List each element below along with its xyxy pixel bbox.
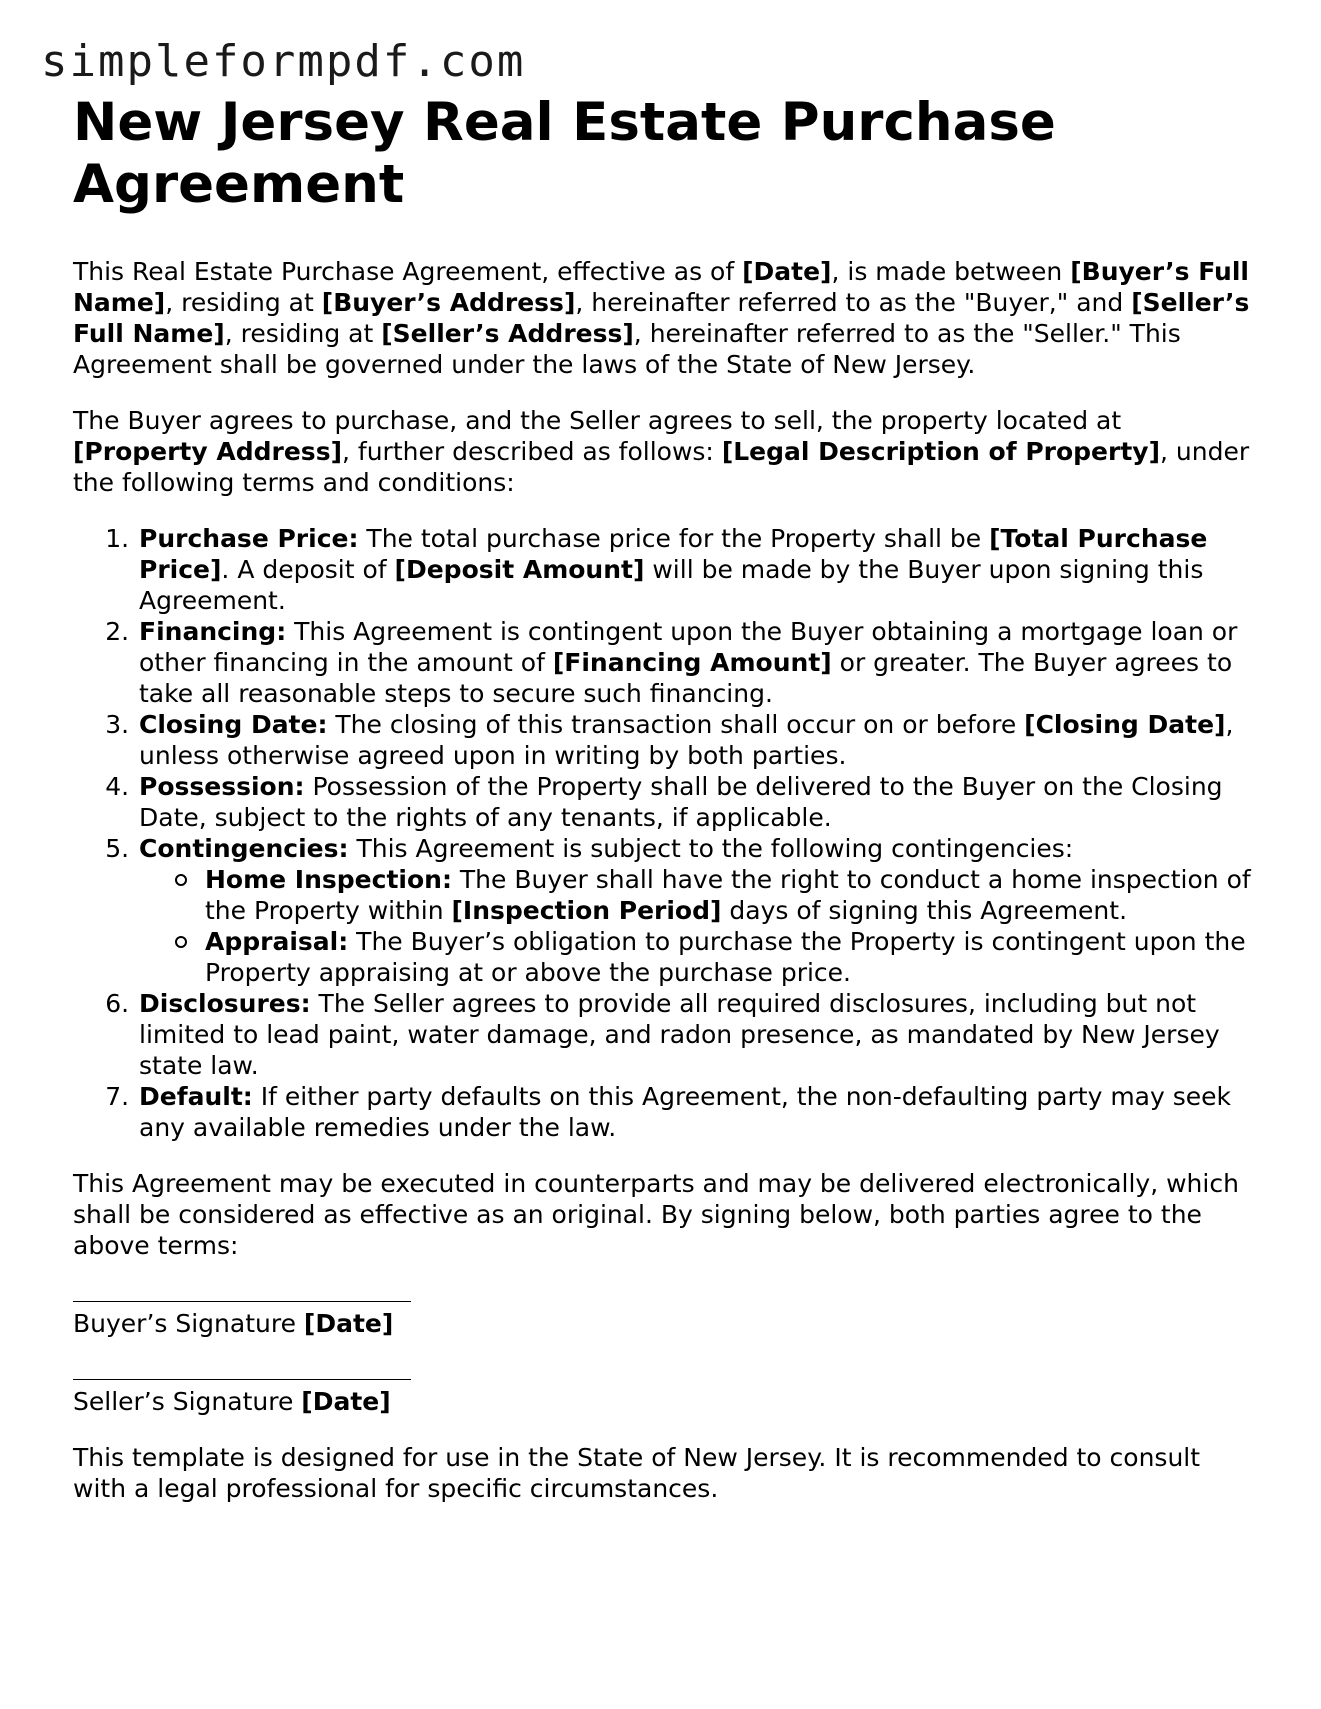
- closing-paragraph: This Agreement may be executed in counterparts and may be delivered electronically, which shall be considered as effective as an original. By signing below, both parties agree to the above terms:: [73, 1169, 1239, 1260]
- contingency-appraisal: Appraisal: The Buyer’s obligation to purchase the Property is contingent upon the Property appraising at or above the purchase price.: [205, 926, 1253, 988]
- buyer-address-placeholder: [Buyer’s Address]: [321, 288, 576, 317]
- footer-note: This template is designed for use in the State of New Jersey. It is recommended to consult with a legal professional for specific circumstances.: [73, 1443, 1201, 1503]
- inspection-period-placeholder: [Inspection Period]: [451, 896, 722, 925]
- contingencies-list: [139, 864, 1253, 988]
- term-disclosures: 6. Disclosures: The Seller agrees to provide all required disclosures, including but not limited to lead paint, water damage, and radon presence, as mandated by New Jersey state law.: [137, 988, 1253, 1081]
- term-closing-date: 3. Closing Date: The closing of this transaction shall occur on or before [Closing Date], unless otherwise agreed upon in writing by both parties.: [137, 709, 1253, 771]
- term-possession: 4. Possession: Possession of the Property shall be delivered to the Buyer on the Closing Date, subject to the rights of any tenants, if applicable.: [137, 771, 1253, 833]
- property-address-placeholder: [Property Address]: [73, 437, 342, 466]
- seller-address-placeholder: [Seller’s Address]: [381, 319, 634, 348]
- document-page: [73, 92, 1253, 1504]
- financing-amount-placeholder: [Financing Amount]: [552, 648, 832, 677]
- property-paragraph: The Buyer agrees to purchase, and the Seller agrees to sell, the property located at [Property Address], further described as follows: [Legal Description of Property], under the following terms and conditions:: [73, 406, 1250, 497]
- buyer-signature-label: Buyer’s Signature [Date]: [73, 1309, 394, 1338]
- legal-description-placeholder: [Legal Description of Property]: [721, 437, 1160, 466]
- seller-signature-line: [73, 1379, 411, 1380]
- page-title: New Jersey Real Estate Purchase Agreement: [73, 92, 1056, 215]
- date-placeholder: [Date]: [742, 257, 832, 286]
- contingency-home-inspection: Home Inspection: The Buyer shall have the right to conduct a home inspection of the Property within [Inspection Period] days of signing this Agreement.: [205, 864, 1253, 926]
- buyer-name-placeholder: [Buyer’s Full Name]: [73, 257, 1249, 317]
- buyer-signature-line: [73, 1301, 411, 1302]
- seller-name-placeholder: [Seller’s Full Name]: [73, 288, 1250, 348]
- purchase-price-placeholder: [Total Purchase Price]: [139, 524, 1208, 584]
- watermark: simpleformpdf.com: [41, 36, 526, 87]
- seller-signature-block: [73, 1379, 1253, 1417]
- buyer-signature-date: [Date]: [303, 1309, 394, 1338]
- term-financing: 2. Financing: This Agreement is contingent upon the Buyer obtaining a mortgage loan or other financing in the amount of [Financing Amount] or greater. The Buyer agrees to take all reasonable steps to secure such financing.: [137, 616, 1253, 709]
- term-default: 7. Default: If either party defaults on this Agreement, the non-defaulting party may seek any available remedies under the law.: [137, 1081, 1253, 1143]
- intro-paragraph: This Real Estate Purchase Agreement, effective as of [Date], is made between [Buyer’s Full Name], residing at [Buyer’s Address], hereinafter referred to as the "Buyer," and [Seller’s Full Name], residing at [Seller’s Address], hereinafter referred to as the "Seller." This Agreement shall be governed under the laws of the State of New Jersey.: [73, 257, 1250, 379]
- term-contingencies: 5. Contingencies: This Agreement is subject to the following contingencies: Home Inspection: The Buyer shall have the right to conduct a home inspection of the Property within [Inspection Period] days of signing this Agreement. Appraisal: The Buyer’s obligation to purchase the Property is contingent upon the Property appraising at or above the purchase price.: [137, 833, 1253, 988]
- terms-list: [73, 523, 1253, 1143]
- closing-date-placeholder: [Closing Date]: [1024, 710, 1226, 739]
- seller-signature-label: Seller’s Signature [Date]: [73, 1387, 391, 1416]
- term-purchase-price: 1. Purchase Price: The total purchase price for the Property shall be [Total Purchase Price]. A deposit of [Deposit Amount] will be made by the Buyer upon signing this Agreement.: [137, 523, 1253, 616]
- buyer-signature-block: [73, 1301, 1253, 1339]
- deposit-placeholder: [Deposit Amount]: [394, 555, 645, 584]
- seller-signature-date: [Date]: [301, 1387, 391, 1416]
